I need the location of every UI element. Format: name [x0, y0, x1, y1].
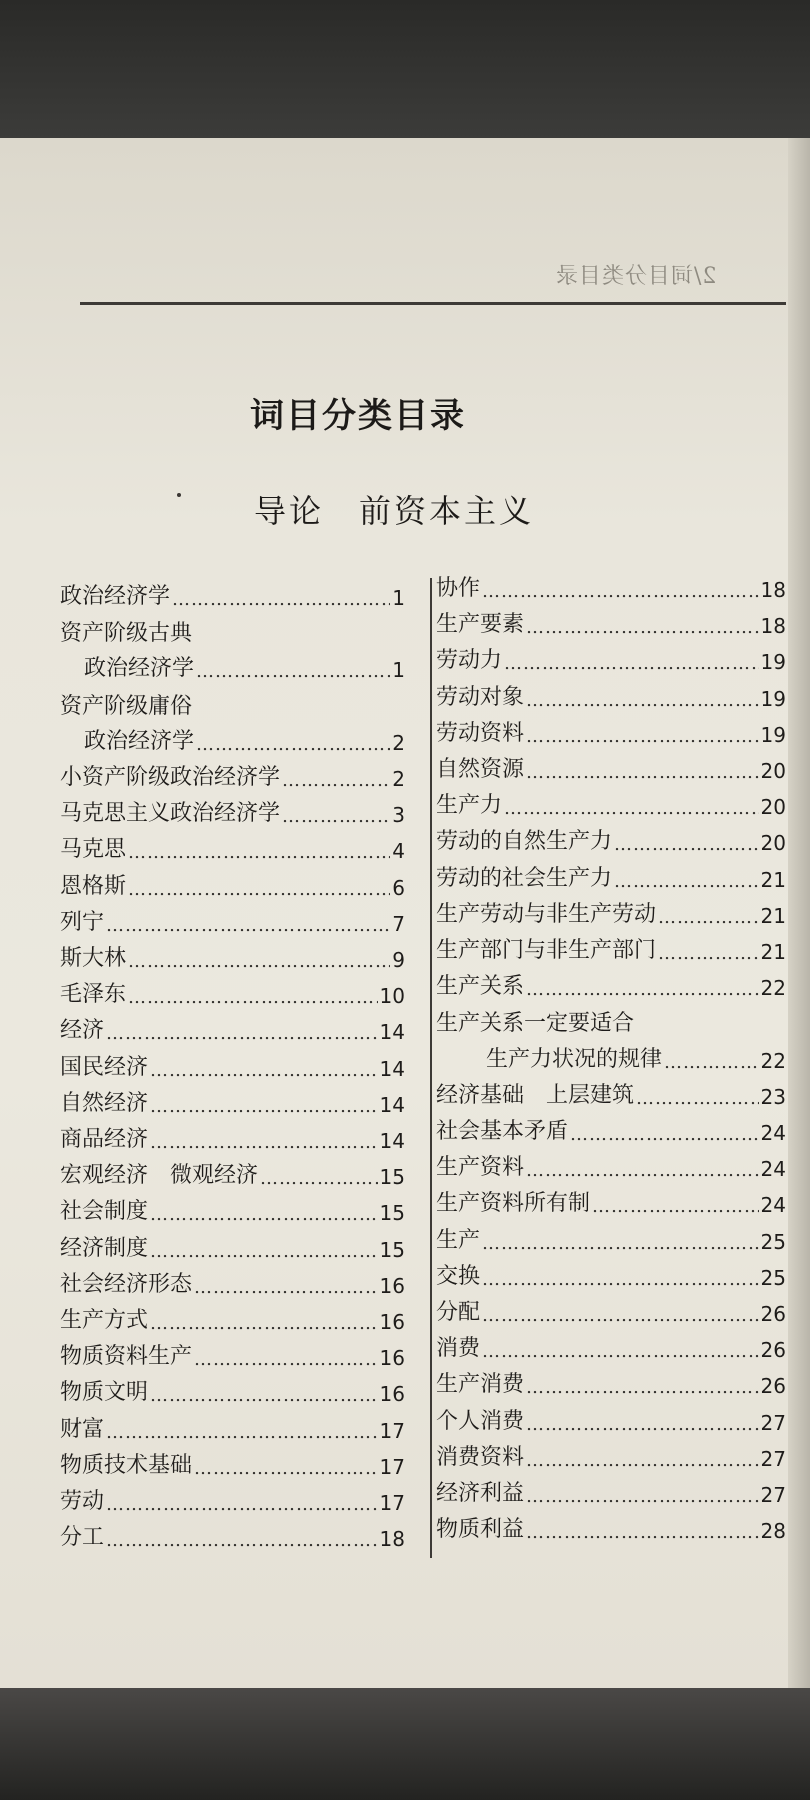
dot-leader: [106, 1422, 378, 1443]
toc-page-number: 14: [379, 1056, 405, 1081]
toc-page-number: 14: [379, 1092, 405, 1117]
toc-entry-label: 个人消费: [436, 1408, 525, 1434]
dot-leader: [526, 1486, 759, 1507]
dot-leader: [658, 907, 759, 928]
toc-entry: [436, 1441, 786, 1471]
toc-entry: [60, 761, 405, 791]
toc-entry-label: 政治经济学: [84, 728, 195, 754]
dot-leader: [106, 915, 390, 936]
toc-page-number: 3: [392, 803, 405, 828]
toc-entry: [60, 580, 405, 610]
toc-page-number: 21: [760, 940, 786, 964]
toc-entry-label: 劳动的自然生产力: [436, 829, 613, 855]
toc-entry: [60, 833, 405, 863]
dot-leader: [482, 1305, 759, 1326]
toc-entry-label: 分工: [60, 1525, 105, 1551]
toc-entry: [436, 1513, 786, 1543]
page-title: 词目分类目录: [250, 396, 466, 436]
dot-leader: [128, 987, 378, 1008]
dot-leader: [664, 1052, 759, 1073]
dot-leader: [482, 1233, 759, 1254]
toc-page-number: 25: [760, 1265, 786, 1290]
toc-entry-label: 商品经济: [60, 1127, 149, 1152]
toc-entry-label: 劳动力: [436, 648, 503, 674]
toc-entry: [436, 681, 786, 711]
toc-entry: [436, 1477, 786, 1507]
toc-page-number: 24: [760, 1157, 786, 1182]
toc-entry: [60, 942, 405, 972]
section-heading: 导论 前资本主义: [254, 492, 535, 530]
toc-page-number: 20: [760, 831, 786, 856]
toc-page-number: 16: [379, 1346, 405, 1371]
dot-leader: [194, 1277, 378, 1298]
dot-leader: [194, 1458, 378, 1479]
dot-leader: [150, 1313, 378, 1334]
toc-entry: [436, 1296, 786, 1326]
toc-entry-label: 经济: [60, 1018, 105, 1044]
toc-page-number: 27: [760, 1446, 786, 1471]
toc-entry-label: 生产方式: [60, 1308, 149, 1333]
toc-page-number: 27: [760, 1483, 786, 1507]
toc-entry-label: 劳动的社会生产力: [436, 865, 613, 891]
dot-leader: [526, 1377, 759, 1398]
toc-page-number: 19: [760, 722, 786, 747]
toc-entry-label: 生产消费: [436, 1372, 525, 1398]
dot-leader: [282, 806, 390, 827]
dot-leader: [196, 734, 390, 755]
toc-entry-label: 生产力: [436, 793, 503, 819]
dot-leader: [526, 617, 759, 638]
toc-page-number: 15: [379, 1237, 405, 1262]
dot-leader: [106, 1530, 378, 1551]
toc-entry: [436, 1368, 786, 1398]
dot-leader: [150, 1096, 378, 1117]
dot-leader: [106, 1023, 378, 1044]
toc-entry: [60, 1521, 405, 1551]
toc-entry: [436, 1115, 786, 1145]
toc-page-number: 19: [760, 686, 786, 711]
column-divider: [430, 578, 432, 1558]
dot-leader: [592, 1196, 759, 1217]
toc-entry-label: 小资产阶级政治经济学: [60, 765, 281, 790]
toc-page-number: 21: [760, 903, 786, 928]
toc-entry-label: 协作: [436, 576, 481, 601]
toc-entry: [436, 753, 786, 783]
toc-entry-label: 马克思主义政治经济学: [60, 801, 281, 827]
paper-edge: [788, 138, 810, 1690]
toc-entry: [436, 825, 786, 855]
toc-page-number: 22: [760, 1048, 786, 1073]
dot-leader: [150, 1385, 378, 1406]
toc-entry: [436, 1079, 786, 1109]
toc-entry: [60, 1413, 405, 1443]
dot-leader: [526, 1522, 759, 1543]
toc-entry-label: 恩格斯: [60, 873, 127, 899]
toc-entry: [60, 1014, 405, 1044]
toc-page-number: 16: [379, 1382, 405, 1407]
dot-leader: [106, 1494, 378, 1515]
dot-leader: [172, 589, 390, 610]
header-rule: [80, 302, 786, 305]
toc-entry-label: 生产资料: [436, 1155, 525, 1181]
toc-entry-label: 生产: [436, 1227, 481, 1253]
toc-page-number: 24: [760, 1121, 786, 1145]
dot-leader: [128, 842, 390, 863]
toc-entry-continued: 资产阶级庸俗: [60, 693, 193, 719]
toc-entry-label: 劳动对象: [436, 684, 525, 710]
dot-leader: [482, 581, 759, 602]
toc-entry-label: 政治经济学: [84, 656, 195, 682]
dot-leader: [128, 951, 390, 972]
toc-entry: [436, 970, 786, 1000]
toc-entry-label: 物质文明: [60, 1380, 149, 1406]
dot-leader: [570, 1124, 759, 1145]
toc-page-number: 14: [379, 1020, 405, 1045]
toc-entry: [60, 1268, 405, 1298]
toc-entry: [486, 1043, 786, 1073]
toc-entry-label: 生产资料所有制: [436, 1191, 591, 1217]
dot-leader: [282, 770, 390, 791]
background-bottom: [0, 1688, 810, 1800]
toc-entry-label: 经济基础 上层建筑: [436, 1082, 635, 1108]
toc-entry-label: 列宁: [60, 909, 105, 935]
dot-leader: [526, 1450, 759, 1471]
background-top: [0, 0, 810, 140]
dot-leader: [128, 879, 390, 900]
toc-entry-label: 物质资料生产: [60, 1344, 193, 1370]
dot-leader: [526, 1160, 759, 1181]
toc-entry: [436, 1405, 786, 1435]
toc-entry: [84, 652, 405, 682]
dot-leader: [504, 798, 759, 819]
toc-page-number: 28: [760, 1519, 786, 1544]
ink-speck: [177, 493, 181, 497]
toc-entry-label: 马克思: [60, 837, 127, 863]
toc-entry: [436, 934, 786, 964]
dot-leader: [526, 979, 759, 1000]
toc-entry-label: 消费资料: [436, 1444, 525, 1470]
dot-leader: [150, 1132, 378, 1153]
toc-page-number: 16: [379, 1310, 405, 1334]
toc-page-number: 4: [392, 839, 405, 864]
dot-leader: [526, 690, 759, 711]
toc-page-number: 17: [379, 1418, 405, 1443]
dot-leader: [614, 871, 759, 892]
toc-page-number: 2: [392, 767, 405, 791]
toc-entry-label: 消费: [436, 1336, 481, 1362]
toc-entry-label: 生产关系: [436, 974, 525, 1000]
toc-page-number: 17: [379, 1491, 405, 1515]
toc-page-number: 20: [760, 795, 786, 820]
toc-entry: [436, 717, 786, 747]
toc-entry: [436, 572, 786, 602]
toc-entry-label: 国民经济: [60, 1054, 149, 1080]
toc-entry: [60, 1195, 405, 1225]
dot-leader: [526, 1414, 759, 1435]
toc-page-number: 14: [379, 1129, 405, 1153]
toc-entry: [436, 862, 786, 892]
toc-entry-label: 劳动: [60, 1489, 105, 1514]
toc-entry-label: 物质利益: [436, 1517, 525, 1543]
toc-page-number: 6: [392, 875, 405, 900]
toc-page-number: 26: [760, 1374, 786, 1399]
toc-page-number: 18: [379, 1527, 405, 1552]
toc-page-number: 17: [379, 1454, 405, 1479]
toc-page-number: 9: [392, 948, 405, 972]
toc-page-number: 2: [392, 730, 405, 755]
toc-entry: [60, 1087, 405, 1117]
dot-leader: [150, 1204, 378, 1225]
toc-page-number: 16: [379, 1273, 405, 1298]
dot-leader: [636, 1088, 759, 1109]
toc-entry-label: 生产要素: [436, 612, 525, 638]
toc-entry: [436, 1224, 786, 1254]
toc-entry: [60, 1051, 405, 1081]
dot-leader: [658, 943, 759, 964]
toc-entry: [60, 978, 405, 1008]
toc-entry-label: 政治经济学: [60, 584, 171, 609]
toc-entry: [436, 1332, 786, 1362]
toc-entry-continued: 生产关系一定要适合: [436, 1011, 635, 1037]
toc-page-number: 23: [760, 1084, 786, 1109]
toc-page-number: 1: [392, 658, 405, 683]
toc-entry-label: 宏观经济 微观经济: [60, 1163, 259, 1189]
toc-page-number: 20: [760, 759, 786, 783]
toc-entry-label: 社会基本矛盾: [436, 1119, 569, 1144]
toc-entry: [60, 1232, 405, 1262]
toc-entry: [60, 1159, 405, 1189]
toc-entry: [60, 906, 405, 936]
toc-page-number: 1: [392, 586, 405, 610]
toc-entry-label: 物质技术基础: [60, 1452, 193, 1478]
toc-page-number: 25: [760, 1229, 786, 1254]
toc-page-number: 18: [760, 614, 786, 639]
toc-page-number: 18: [760, 578, 786, 602]
toc-entry-label: 自然资源: [436, 757, 525, 782]
toc-page-number: 24: [760, 1193, 786, 1218]
toc-entry: [436, 644, 786, 674]
dot-leader: [614, 834, 759, 855]
running-head-bleedthrough: 2/词目分类目录: [555, 264, 717, 289]
toc-entry-label: 财富: [60, 1416, 105, 1442]
toc-page-number: 21: [760, 867, 786, 892]
dot-leader: [150, 1241, 378, 1262]
toc-entry-label: 生产力状况的规律: [486, 1046, 663, 1072]
toc-entry: [60, 1340, 405, 1370]
toc-entry-label: 劳动资料: [436, 720, 525, 746]
toc-page-number: 26: [760, 1338, 786, 1363]
dot-leader: [260, 1168, 378, 1189]
toc-page-number: 15: [379, 1201, 405, 1226]
toc-entry-label: 经济利益: [436, 1481, 525, 1506]
dot-leader: [194, 1349, 378, 1370]
toc-entry-label: 经济制度: [60, 1235, 149, 1261]
toc-entry: [60, 870, 405, 900]
toc-entry-label: 社会制度: [60, 1199, 149, 1225]
dot-leader: [196, 661, 390, 682]
toc-entry-label: 交换: [436, 1263, 481, 1289]
dot-leader: [504, 653, 759, 674]
toc-entry-label: 毛泽东: [60, 982, 127, 1008]
dot-leader: [482, 1269, 759, 1290]
toc-entry-label: 生产劳动与非生产劳动: [436, 901, 657, 927]
toc-entry-continued: 资产阶级古典: [60, 621, 193, 647]
toc-page-number: 10: [379, 984, 405, 1009]
toc-page-number: 27: [760, 1410, 786, 1435]
dot-leader: [150, 1060, 378, 1081]
dot-leader: [526, 762, 759, 783]
toc-entry: [60, 1304, 405, 1334]
toc-entry-label: 自然经济: [60, 1090, 149, 1116]
toc-entry: [60, 797, 405, 827]
toc-page-number: 26: [760, 1302, 786, 1326]
toc-entry: [436, 1151, 786, 1181]
toc-page-number: 19: [760, 650, 786, 675]
toc-entry-label: 斯大林: [60, 946, 127, 971]
toc-entry: [60, 1123, 405, 1153]
toc-page-number: 7: [392, 911, 405, 936]
toc-entry: [436, 898, 786, 928]
toc-entry: [60, 1376, 405, 1406]
toc-entry: [60, 1485, 405, 1515]
toc-entry-label: 生产部门与非生产部门: [436, 938, 657, 963]
toc-entry: [84, 725, 405, 755]
dot-leader: [482, 1341, 759, 1362]
dot-leader: [526, 726, 759, 747]
toc-page-number: 15: [379, 1165, 405, 1190]
toc-entry: [436, 608, 786, 638]
toc-entry-label: 社会经济形态: [60, 1271, 193, 1297]
toc-entry: [60, 1449, 405, 1479]
toc-entry: [436, 1187, 786, 1217]
toc-entry-label: 分配: [436, 1300, 481, 1325]
toc-page-number: 22: [760, 976, 786, 1001]
toc-entry: [436, 1260, 786, 1290]
toc-entry: [436, 789, 786, 819]
